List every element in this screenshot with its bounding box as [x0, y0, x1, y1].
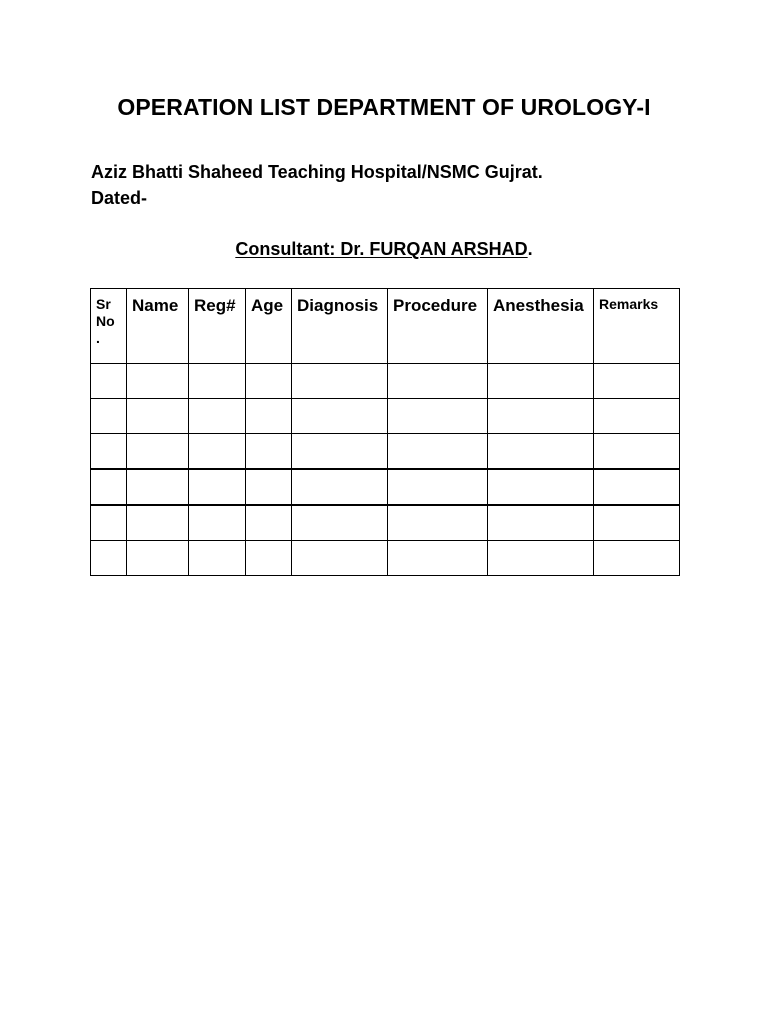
- table-row: [91, 541, 680, 576]
- header-reg: Reg#: [189, 289, 246, 364]
- table-cell[interactable]: [91, 364, 127, 399]
- table-cell[interactable]: [246, 364, 292, 399]
- table-cell[interactable]: [292, 434, 388, 470]
- table-cell[interactable]: [292, 541, 388, 576]
- table-cell[interactable]: [292, 399, 388, 434]
- table-cell[interactable]: [246, 469, 292, 505]
- table-cell[interactable]: [594, 399, 680, 434]
- table-cell[interactable]: [388, 469, 488, 505]
- table-cell[interactable]: [189, 469, 246, 505]
- table-header-row: [91, 289, 680, 364]
- table-row: [91, 505, 680, 541]
- table-cell[interactable]: [127, 541, 189, 576]
- table-row: [91, 364, 680, 399]
- table-cell[interactable]: [127, 364, 189, 399]
- table-cell[interactable]: [488, 399, 594, 434]
- table-cell[interactable]: [488, 434, 594, 470]
- header-remarks: Remarks: [594, 289, 680, 364]
- consultant-line: [0, 239, 768, 260]
- table-cell[interactable]: [91, 434, 127, 470]
- table-cell[interactable]: [127, 399, 189, 434]
- table-cell[interactable]: [246, 399, 292, 434]
- table-row: [91, 469, 680, 505]
- table-cell[interactable]: [292, 469, 388, 505]
- table-cell[interactable]: [594, 469, 680, 505]
- dated-label: Dated-: [91, 188, 148, 208]
- table-cell[interactable]: [127, 505, 189, 541]
- table-row: [91, 434, 680, 470]
- table-cell[interactable]: [388, 399, 488, 434]
- header-anesthesia: Anesthesia: [488, 289, 594, 364]
- table-cell[interactable]: [246, 505, 292, 541]
- table-cell[interactable]: [488, 469, 594, 505]
- table-cell[interactable]: [388, 541, 488, 576]
- table-cell[interactable]: [189, 541, 246, 576]
- table-cell[interactable]: [91, 399, 127, 434]
- table-cell[interactable]: [488, 505, 594, 541]
- table-cell[interactable]: [594, 434, 680, 470]
- table-cell[interactable]: [292, 364, 388, 399]
- table-cell[interactable]: [189, 434, 246, 470]
- table-cell[interactable]: [594, 505, 680, 541]
- header-diagnosis: Diagnosis: [292, 289, 388, 364]
- table-row: [91, 399, 680, 434]
- table-cell[interactable]: [189, 399, 246, 434]
- header-name: Name: [127, 289, 189, 364]
- document-title: OPERATION LIST DEPARTMENT OF UROLOGY-I: [117, 94, 651, 120]
- table-cell[interactable]: [189, 364, 246, 399]
- operation-list-table: [90, 288, 680, 576]
- consultant-name: Consultant: Dr. FURQAN ARSHAD: [235, 239, 528, 259]
- table-cell[interactable]: [91, 469, 127, 505]
- table-cell[interactable]: [388, 505, 488, 541]
- table-cell[interactable]: [594, 541, 680, 576]
- header-age: Age: [246, 289, 292, 364]
- table-cell[interactable]: [388, 434, 488, 470]
- table-cell[interactable]: [246, 434, 292, 470]
- table-cell[interactable]: [91, 541, 127, 576]
- header-sr-no: Sr No .: [91, 289, 127, 364]
- table-cell[interactable]: [127, 469, 189, 505]
- table-cell[interactable]: [127, 434, 189, 470]
- table-cell[interactable]: [388, 364, 488, 399]
- header-procedure: Procedure: [388, 289, 488, 364]
- table-cell[interactable]: [292, 505, 388, 541]
- table-cell[interactable]: [91, 505, 127, 541]
- table-cell[interactable]: [246, 541, 292, 576]
- table-cell[interactable]: [189, 505, 246, 541]
- hospital-name: Aziz Bhatti Shaheed Teaching Hospital/NSMC Gujrat.: [91, 162, 543, 182]
- consultant-period: .: [527, 239, 533, 259]
- table-body: [91, 364, 680, 576]
- table-cell[interactable]: [488, 364, 594, 399]
- table-cell[interactable]: [488, 541, 594, 576]
- table-cell[interactable]: [594, 364, 680, 399]
